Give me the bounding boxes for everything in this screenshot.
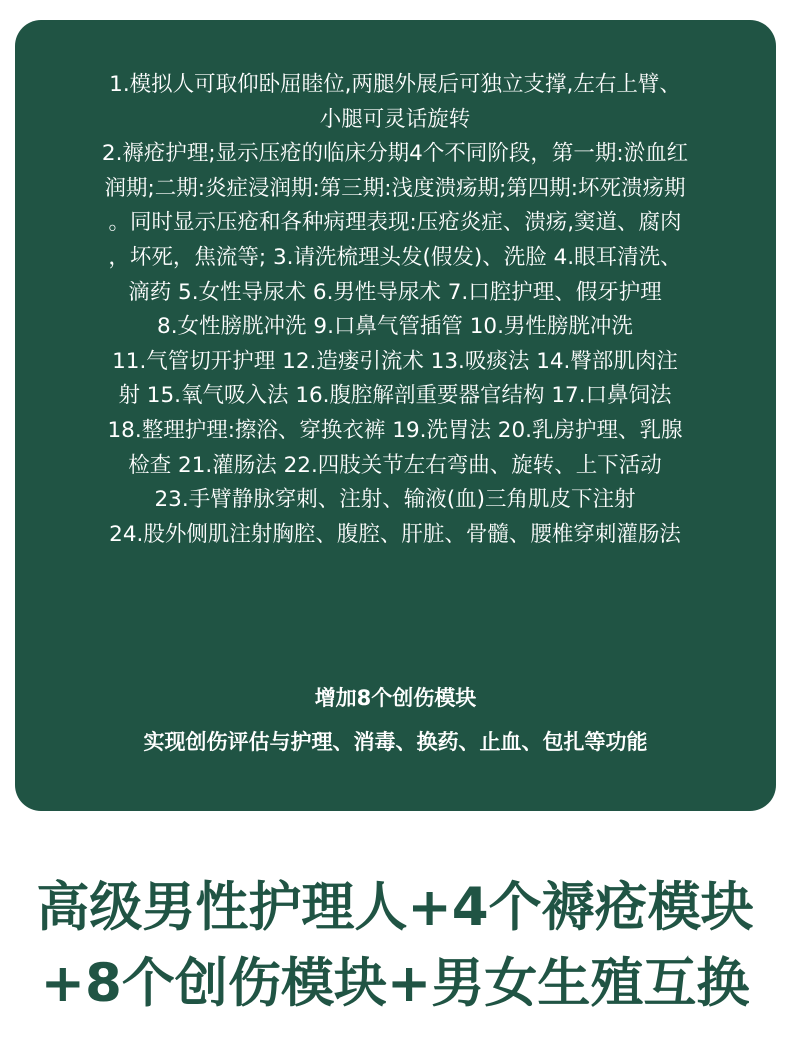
feature-line: 滴药 5.女性导尿术 6.男性导尿术 7.口腔护理、假牙护理 (128, 279, 662, 305)
feature-line: 1.模拟人可取仰卧屈睦位,两腿外展后可独立支撑,左右上臂、 (109, 72, 681, 97)
feature-line: 。同时显示压疮和各种病理表现:压疮炎症、溃疡,窦道、腐肉 (108, 210, 682, 236)
feature-line: 11.气管切开护理 12.造瘘引流术 13.吸痰法 14.臀部肌肉注 (112, 348, 678, 374)
feature-line: ，坏死，焦流等; 3.请洗梳理头发(假发)、洗脸 4.眼耳清洗、 (108, 244, 682, 270)
feature-line: 2.褥疮护理;显示压疮的临床分期4个不同阶段，第一期:淤血红 (101, 141, 689, 167)
feature-list (36, 68, 754, 552)
feature-line: 润期;二期:炎症浸润期:第三期:浅度溃疡期;第四期:坏死溃疡期 (104, 175, 686, 201)
feature-line: 射 15.氧气吸入法 16.腹腔解剖重要器官结构 17.口鼻饲法 (118, 383, 672, 409)
feature-line: 18.整理护理:擦浴、穿换衣裤 19.洗胃法 20.乳房护理、乳腺 (107, 417, 683, 443)
product-headline-line-1: 高级男性护理人+4个褥疮模块 (36, 877, 754, 938)
feature-line: 检查 21.灌肠法 22.四肢关节左右弯曲、旋转、上下活动 (128, 452, 662, 478)
feature-line: 23.手臂静脉穿刺、注射、输液(血)三角肌皮下注射 (154, 487, 636, 513)
feature-line: 24.股外侧肌注射胸腔、腹腔、肝脏、骨髓、腰椎穿刺灌肠法 (109, 521, 681, 547)
feature-line: 8.女性膀胱冲洗 9.口鼻气管插管 10.男性膀胱冲洗 (157, 314, 633, 340)
product-headline-line-2: +8个创伤模块+男女生殖互换 (40, 953, 750, 1014)
trauma-module-title: 增加8个创伤模块 (314, 686, 477, 710)
feature-line: 小腿可灵话旋转 (319, 106, 471, 132)
trauma-module-description: 实现创伤评估与护理、消毒、换药、止血、包扎等功能 (143, 730, 648, 754)
